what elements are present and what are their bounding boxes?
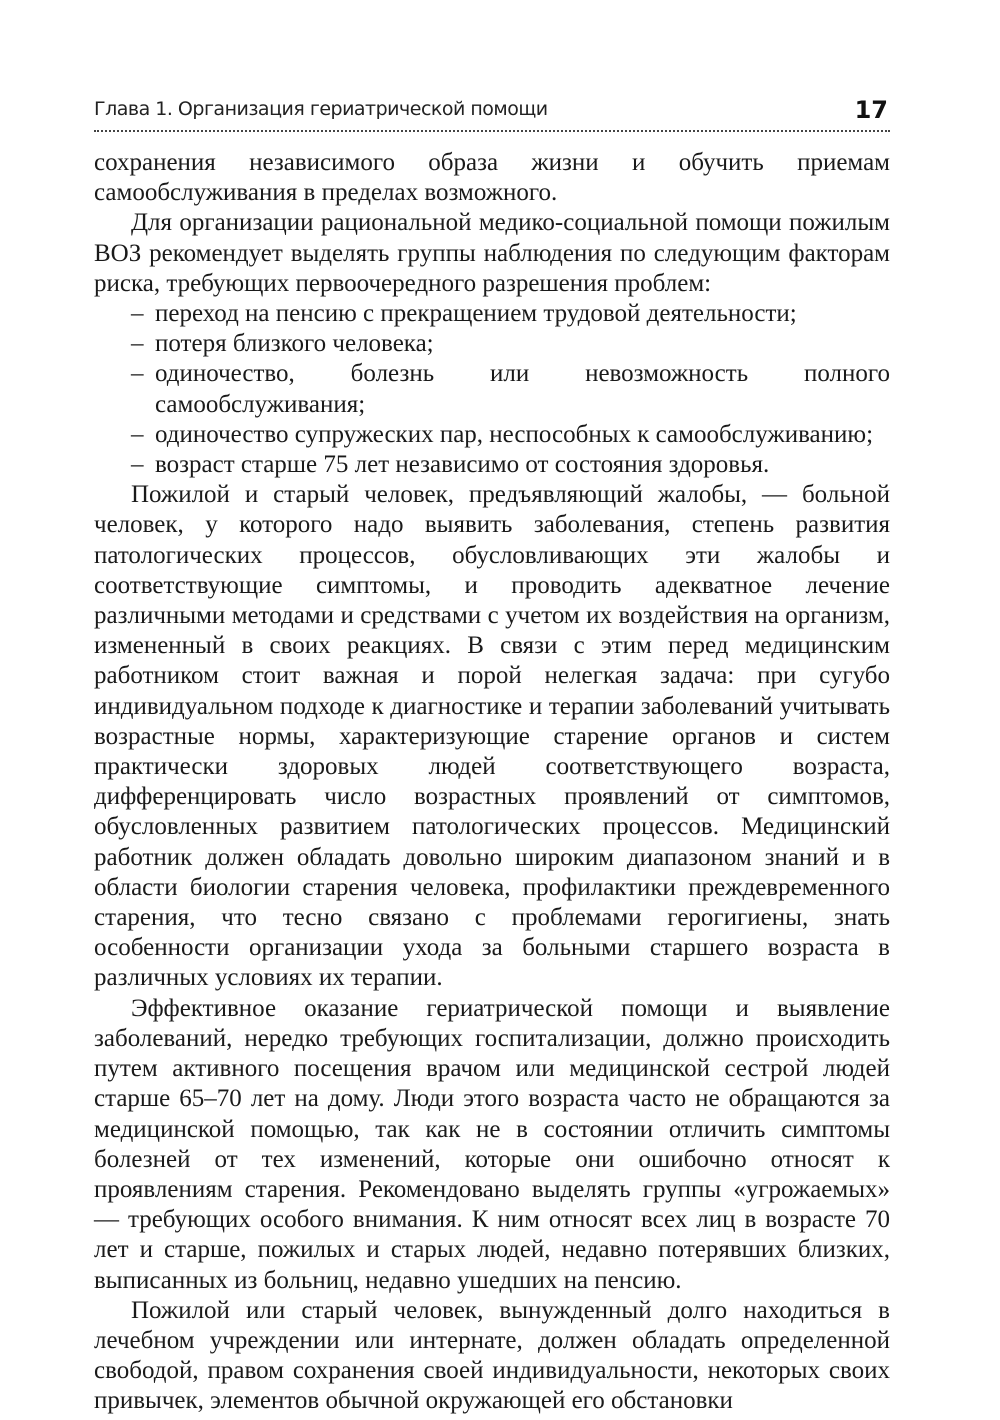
list-dash: – [131,330,144,358]
list-item [131,299,890,329]
list-item [131,420,890,450]
list-item [131,359,890,419]
risk-factor-list [94,299,890,480]
paragraph: сохранения независимого образа жизни и обучить приемам самообслуживания в пределах возможного. [94,149,890,207]
paragraph: Для организации рациональной медико-социальной помощи пожилым ВОЗ рекомендует выделять группы наблюдения по следующим факторам риска, требующих первоочередного разрешения проблем: [94,209,890,297]
list-dash: – [131,451,144,479]
list-dash: – [131,360,144,388]
list-item-text: переход на пенсию с прекращением трудовой деятельности; [155,300,797,328]
book-page [94,96,890,1417]
list-item [131,450,890,480]
paragraph: Пожилой и старый человек, предъявляющий жалобы, — больной человек, у которого надо выявить заболевания, степень развития патологических процессов, обусловливающих эти жалобы и соответствующие симптомы, и проводить адекватное лечение различными методами и средствами с учетом их воздействия на организм, измененный в своих реакциях. В связи с этим перед медицинским работником стоит важная и порой нелегкая задача: при сугубо индивидуальном подходе к диагностике и терапии заболеваний учитывать возрастные нормы, характеризующие старение органов и систем практически здоровых людей соответствующего возраста, дифференцировать число возрастных проявлений от симптомов, обусловленных развитием патологических процессов. Медицинский работник должен обладать довольно широким диапазоном знаний и в области биологии старения человека, профилактики преждевременного старения, что тесно связано с проблемами герогигиены, знать особенности организации ухода за больными старшего возраста в различных условиях их терапии. [94,481,890,992]
list-item-text: возраст старше 75 лет независимо от состояния здоровья. [155,451,770,479]
chapter-title: Глава 1. Организация гериатрической помощи [94,98,548,120]
running-header [94,96,890,132]
list-item-text: одиночество, болезнь или невозможность полного самообслуживания; [155,360,890,418]
paragraph: Пожилой или старый человек, вынужденный долго находиться в лечебном учреждении или интернате, должен обладать определенной свободой, правом сохранения своей индивидуальности, некоторых своих привычек, элементов обычной окружающей его обстановки [94,1296,890,1415]
list-item-text: одиночество супружеских пар, неспособных к самообслуживанию; [155,420,874,448]
list-item-text: потеря близкого человека; [155,330,434,358]
list-item [131,329,890,359]
paragraph: Эффективное оказание гериатрической помощи и выявление заболеваний, нередко требующих госпитализации, должно происходить путем активного посещения врачом или медицинской сестрой людей старше 65–70 лет на дому. Люди этого возраста часто не обращаются за медицинской помощью, так как не в состоянии отличить симптомы болезней от тех изменений, которые они ошибочно относят к проявлениям старения. Рекомендовано выделять группы «угрожаемых» — требующих особого внимания. К ним относят всех лиц в возрасте 70 лет и старше, пожилых и старых людей, недавно потерявших близких, выписанных из больниц, недавно ушедших на пенсию. [94,994,890,1294]
list-dash: – [131,420,144,448]
body-text [94,148,890,1417]
page-number: 17 [854,96,888,124]
list-dash: – [131,300,144,328]
